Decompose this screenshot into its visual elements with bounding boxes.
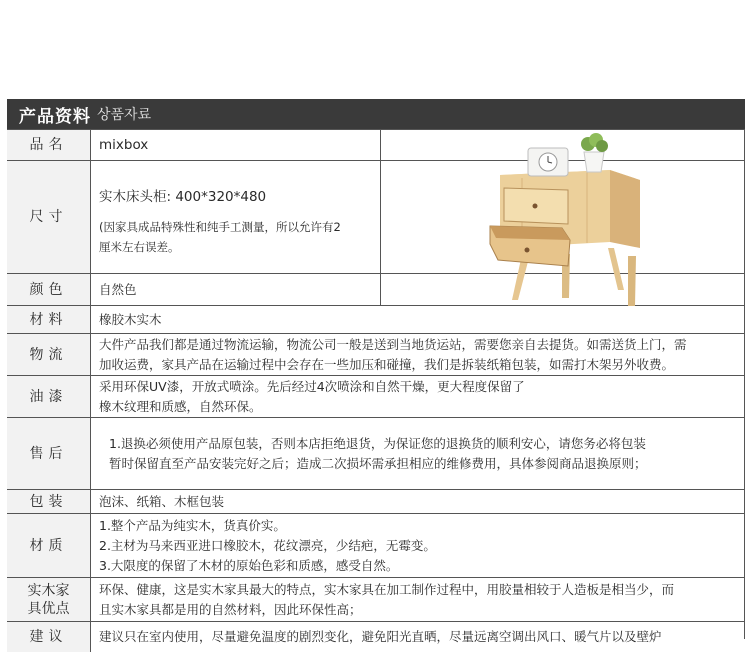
value-packing-text: 泡沫、纸箱、木框包装 bbox=[99, 493, 225, 509]
header-subtitle: 상품자료 bbox=[97, 107, 152, 123]
value-size-note-2: 厘米左右误差。 bbox=[99, 240, 180, 254]
paint-line-1: 采用环保UV漆，开放式喷涂。先后经过4次喷涂和自然干燥，更大程度保留了 bbox=[99, 378, 525, 394]
label-name: 品名 bbox=[7, 129, 91, 160]
row-paint bbox=[7, 376, 745, 418]
nightstand-icon bbox=[382, 130, 744, 306]
label-advantage-2: 具优点 bbox=[27, 600, 70, 617]
advantage-line-2: 且实木家具都是用的自然材料，因此环保性高； bbox=[99, 601, 362, 617]
paint-line-2: 橡木纹理和质感，自然环保。 bbox=[99, 398, 262, 414]
value-aftersale bbox=[91, 418, 745, 489]
label-packing: 包装 bbox=[7, 490, 91, 513]
row-material bbox=[7, 306, 745, 334]
label-color: 颜色 bbox=[7, 274, 91, 305]
row-packing bbox=[7, 490, 745, 514]
value-name-text: mixbox bbox=[99, 136, 149, 153]
quality-line-2: 2.主材为马来西亚进口橡胶木，花纹漂亮，少结疤，无霉变。 bbox=[99, 537, 436, 553]
label-material: 材料 bbox=[7, 306, 91, 333]
aftersale-line-1: 1.退换必须使用产品原包装，否则本店拒绝退货，为保证您的退换货的顺利安心，请您务必将包装 bbox=[109, 435, 646, 451]
value-size-note-1: (因家具成品特殊性和纯手工测量，所以允许有2 bbox=[99, 220, 341, 234]
value-name bbox=[91, 129, 381, 160]
value-logistics bbox=[91, 334, 745, 375]
label-logistics: 物流 bbox=[7, 334, 91, 375]
label-advantage-1: 实木家 bbox=[27, 582, 70, 599]
advantage-line-1: 环保、健康，这是实木家具最大的特点，实木家具在加工制作过程中，用胶量相较于人造板是相当少，而 bbox=[99, 581, 675, 597]
row-advantage bbox=[7, 578, 745, 622]
logistics-line-1: 大件产品我们都是通过物流运输，物流公司一般是送到当地货运站，需要您亲自去提货。如需送货上门，需 bbox=[99, 336, 687, 352]
table-top-border bbox=[7, 129, 745, 130]
aftersale-line-2: 暂时保留直至产品安装完好之后；造成二次损坏需承担相应的维修费用，具体参阅商品退换原则； bbox=[109, 455, 647, 471]
label-aftersale: 售后 bbox=[7, 418, 91, 489]
section-header bbox=[7, 99, 745, 129]
label-advantage bbox=[7, 578, 91, 621]
value-advantage bbox=[91, 578, 745, 621]
row-quality bbox=[7, 514, 745, 578]
value-size bbox=[91, 161, 381, 273]
label-paint: 油漆 bbox=[7, 376, 91, 417]
value-paint bbox=[91, 376, 745, 417]
value-material-text: 橡胶木实木 bbox=[99, 311, 162, 327]
value-packing bbox=[91, 490, 745, 513]
quality-line-3: 3.大限度的保留了木材的原始色彩和质感，感受自然。 bbox=[99, 557, 399, 573]
row-suggest bbox=[7, 622, 745, 652]
label-quality: 材质 bbox=[7, 514, 91, 577]
value-suggest bbox=[91, 622, 745, 652]
value-color-text: 自然色 bbox=[99, 281, 137, 297]
value-quality bbox=[91, 514, 745, 577]
row-aftersale bbox=[7, 418, 745, 490]
quality-line-1: 1.整个产品为纯实木，货真价实。 bbox=[99, 517, 286, 533]
value-material bbox=[91, 306, 745, 333]
header-title: 产品资料 bbox=[19, 106, 91, 127]
value-size-dimensions: 实木床头柜: 400*320*480 bbox=[99, 189, 267, 205]
suggest-line-1: 建议只在室内使用，尽量避免温度的剧烈变化，避免阳光直晒，尽量远离空调出风口、暖气片以及壁炉 bbox=[99, 629, 662, 644]
label-suggest: 建议 bbox=[7, 622, 91, 652]
value-color bbox=[91, 274, 381, 305]
label-size: 尺寸 bbox=[7, 161, 91, 273]
row-logistics bbox=[7, 334, 745, 376]
logistics-line-2: 加收运费，家具产品在运输过程中会存在一些加压和碰撞，我们是拆装纸箱包装，如需打木架另外收费。 bbox=[99, 356, 675, 372]
product-image bbox=[382, 130, 744, 306]
